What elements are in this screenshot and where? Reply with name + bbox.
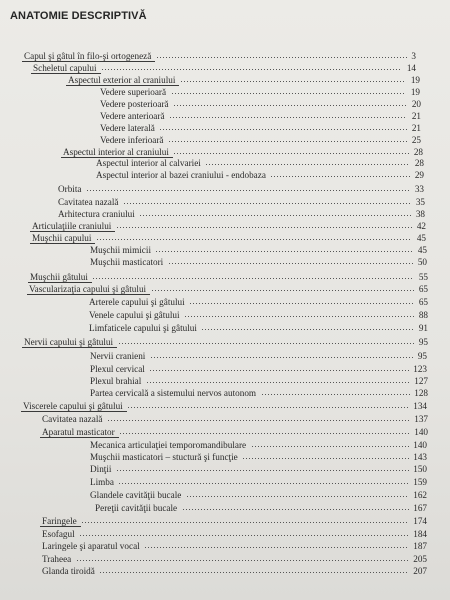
toc-entry-page: 95 — [417, 351, 427, 361]
toc-entry — [58, 208, 425, 220]
toc-entry-label: Cavitatea nazală — [58, 197, 119, 207]
toc-leader-dots — [117, 470, 409, 471]
toc-leader-dots — [117, 227, 412, 228]
toc-entry — [100, 86, 420, 98]
toc-leader-dots — [170, 117, 407, 118]
toc-entry-page: 134 — [413, 401, 427, 411]
toc-leader-dots — [202, 329, 414, 330]
toc-entry-label: Arterele capului şi gâtului — [89, 297, 185, 307]
toc-entry-label: Partea cervicală a sistemului nervos autonom — [90, 388, 257, 398]
toc-leader-dots — [77, 560, 409, 561]
toc-entry-label: Plexul brahial — [90, 376, 142, 386]
toc-entry-label: Vedere inferioară — [100, 135, 164, 145]
toc-leader-dots — [169, 263, 413, 264]
toc-entry-page: 3 — [411, 51, 416, 61]
toc-entry-page: 19 — [410, 75, 420, 85]
toc-entry-page: 50 — [417, 257, 427, 267]
toc-leader-dots — [119, 343, 414, 344]
toc-entry-page: 184 — [413, 529, 427, 539]
toc-entry-page: 159 — [413, 477, 427, 487]
toc-entry-page: 143 — [413, 452, 427, 462]
toc-entry — [95, 502, 427, 514]
toc-entry-label: Aparatul masticator — [42, 427, 115, 437]
toc-entry-page: 33 — [414, 184, 424, 194]
toc-entry-page: 205 — [413, 554, 427, 564]
toc-leader-dots — [172, 93, 406, 94]
toc-leader-dots — [87, 190, 410, 191]
toc-entry-label: Limba — [90, 477, 114, 487]
toc-entry — [58, 183, 424, 195]
toc-entry-page: 38 — [415, 209, 425, 219]
toc-entry — [42, 553, 427, 565]
toc-leader-dots — [124, 203, 411, 204]
toc-leader-dots — [102, 69, 402, 70]
toc-entry-label: Vedere laterală — [100, 123, 155, 133]
toc-leader-dots — [262, 394, 410, 395]
toc-entry — [42, 515, 427, 527]
toc-entry-page: 187 — [413, 541, 427, 551]
toc-entry-label: Vedere posterioară — [100, 99, 169, 109]
toc-leader-dots — [80, 535, 409, 536]
toc-entry-label: Muşchii capului — [32, 233, 92, 243]
toc-leader-dots — [82, 522, 409, 523]
toc-entry-label: Muşchii mimicii — [90, 245, 151, 255]
toc-leader-dots — [93, 278, 414, 279]
toc-leader-dots — [169, 141, 407, 142]
toc-rule-line — [21, 411, 127, 412]
toc-entry-page: 95 — [418, 337, 428, 347]
toc-entry-page: 65 — [418, 284, 428, 294]
toc-leader-dots — [271, 176, 410, 177]
toc-rule-line — [40, 437, 119, 438]
toc-entry-label: Capul şi gâtul în filo-şi ortogeneză — [24, 51, 152, 61]
toc-entry — [90, 439, 427, 451]
toc-entry-label: Esofagul — [42, 529, 75, 539]
toc-entry-label: Aspectul exterior al craniului — [68, 75, 176, 85]
toc-entry-page: 123 — [413, 364, 427, 374]
toc-entry-label: Limfaticele capului şi gâtului — [89, 323, 197, 333]
toc-entry-label: Laringele şi aparatul vocal — [42, 541, 140, 551]
toc-entry-label: Aspectul interior al bazei craniului - endobaza — [96, 170, 266, 180]
toc-leader-dots — [187, 496, 409, 497]
toc-entry — [100, 110, 421, 122]
toc-entry-page: 128 — [414, 388, 428, 398]
toc-entry-page: 167 — [413, 503, 427, 513]
toc-rule-line — [27, 294, 150, 295]
toc-entry — [90, 387, 428, 399]
toc-entry-page: 25 — [411, 135, 421, 145]
toc-leader-dots — [243, 458, 409, 459]
toc-entry-page: 140 — [414, 427, 428, 437]
toc-leader-dots — [160, 129, 407, 130]
toc-entry-label: Vedere anterioară — [100, 111, 165, 121]
toc-leader-dots — [174, 105, 407, 106]
toc-entry — [90, 476, 427, 488]
toc-rule-line — [30, 243, 95, 244]
toc-entry-label: Dinţii — [90, 464, 112, 474]
toc-entry-label: Muşchii gâtului — [30, 272, 88, 282]
toc-leader-dots — [128, 407, 409, 408]
toc-leader-dots — [150, 370, 409, 371]
toc-entry-label: Muşchii masticatori — [90, 257, 164, 267]
toc-leader-dots — [97, 239, 412, 240]
toc-entry-label: Vedere superioară — [100, 87, 167, 97]
toc-entry-page: 19 — [410, 87, 420, 97]
toc-entry-page: 55 — [418, 272, 428, 282]
toc-entry-label: Traheea — [42, 554, 72, 564]
toc-entry-label: Nervii capului şi gâtului — [24, 337, 114, 347]
toc-entry-page: 14 — [406, 63, 416, 73]
toc-entry-page: 35 — [415, 197, 425, 207]
toc-leader-dots — [100, 572, 409, 573]
toc-entry-label: Mecanica articulaţiei temporomandibulare — [90, 440, 247, 450]
toc-entry — [100, 134, 421, 146]
toc-entry — [90, 489, 427, 501]
toc-entry-page: 45 — [417, 245, 427, 255]
toc-entry-page: 28 — [413, 147, 423, 157]
toc-entry-page: 140 — [413, 440, 427, 450]
toc-entry-label: Venele capului şi gâtului — [89, 310, 180, 320]
toc-leader-dots — [190, 303, 414, 304]
toc-leader-dots — [183, 509, 409, 510]
toc-entry-label: Scheletul capului — [33, 63, 97, 73]
toc-entry-label: Pereţii cavităţii bucale — [95, 503, 178, 513]
toc-entry — [90, 451, 427, 463]
toc-entry-page: 88 — [418, 310, 428, 320]
toc-entry — [90, 256, 427, 268]
toc-entry-label: Articulaţiile craniului — [32, 221, 112, 231]
toc-entry — [42, 565, 427, 577]
toc-entry — [90, 244, 427, 256]
toc-entry — [42, 540, 427, 552]
toc-heading: ANATOMIE DESCRIPTIVĂ — [10, 10, 147, 22]
toc-entry — [90, 463, 427, 475]
toc-entry-label: Nervii cranieni — [90, 351, 146, 361]
toc-entry-label: Viscerele capului şi gâtului — [23, 401, 123, 411]
toc-entry — [42, 528, 427, 540]
toc-entry-page: 42 — [416, 221, 426, 231]
toc-entry-page: 137 — [414, 414, 428, 424]
toc-entry-page: 207 — [413, 566, 427, 576]
toc-leader-dots — [206, 164, 410, 165]
toc-entry-page: 174 — [413, 516, 427, 526]
toc-leader-dots — [151, 357, 413, 358]
toc-entry-label: Cavitatea nazală — [42, 414, 103, 424]
toc-entry — [58, 196, 425, 208]
toc-entry — [100, 122, 421, 134]
toc-entry — [90, 363, 427, 375]
toc-entry-page: 91 — [418, 323, 428, 333]
toc-entry-label: Muşchii masticatori – stuctură şi funcţie — [90, 452, 238, 462]
toc-rule-line — [40, 526, 81, 527]
toc-leader-dots — [147, 382, 410, 383]
toc-entry-label: Vascularizaţia capului şi gâtului — [29, 284, 147, 294]
toc-entry — [42, 413, 428, 425]
toc-entry-page: 28 — [414, 158, 424, 168]
toc-entry-label: Arhitectura craniului — [58, 209, 135, 219]
toc-rule-line — [22, 347, 117, 348]
toc-leader-dots — [152, 290, 414, 291]
toc-entry — [90, 350, 427, 362]
toc-leader-dots — [181, 81, 406, 82]
toc-entry — [89, 322, 428, 334]
toc-entry-page: 162 — [413, 490, 427, 500]
toc-entry-label: Faringele — [42, 516, 77, 526]
toc-leader-dots — [119, 483, 409, 484]
toc-entry-label: Orbita — [58, 184, 82, 194]
toc-leader-dots — [108, 420, 410, 421]
toc-leader-dots — [157, 57, 407, 58]
toc-leader-dots — [156, 251, 413, 252]
toc-entry-label: Glanda tiroidă — [42, 566, 95, 576]
toc-entry — [96, 157, 424, 169]
toc-entry-page: 65 — [418, 297, 428, 307]
toc-entry-label: Plexul cervical — [90, 364, 145, 374]
toc-leader-dots — [140, 215, 411, 216]
toc-leader-dots — [174, 153, 409, 154]
toc-entry-page: 45 — [416, 233, 426, 243]
toc-entry — [96, 169, 424, 181]
toc-entry — [90, 375, 428, 387]
toc-leader-dots — [120, 433, 410, 434]
toc-entry-page: 21 — [411, 111, 421, 121]
toc-entry-label: Aspectul interior al calvariei — [96, 158, 201, 168]
toc-leader-dots — [145, 547, 409, 548]
toc-entry-label: Aspectul interior al craniului — [63, 147, 169, 157]
toc-entry-page: 127 — [414, 376, 428, 386]
toc-leader-dots — [252, 446, 409, 447]
toc-entry — [100, 98, 421, 110]
toc-entry-page: 150 — [413, 464, 427, 474]
toc-entry-label: Glandele cavităţii bucale — [90, 490, 182, 500]
toc-entry — [89, 309, 428, 321]
toc-entry-page: 21 — [411, 123, 421, 133]
toc-entry-page: 29 — [414, 170, 424, 180]
toc-entry-page: 20 — [411, 99, 421, 109]
toc-leader-dots — [185, 316, 414, 317]
toc-entry — [89, 296, 428, 308]
